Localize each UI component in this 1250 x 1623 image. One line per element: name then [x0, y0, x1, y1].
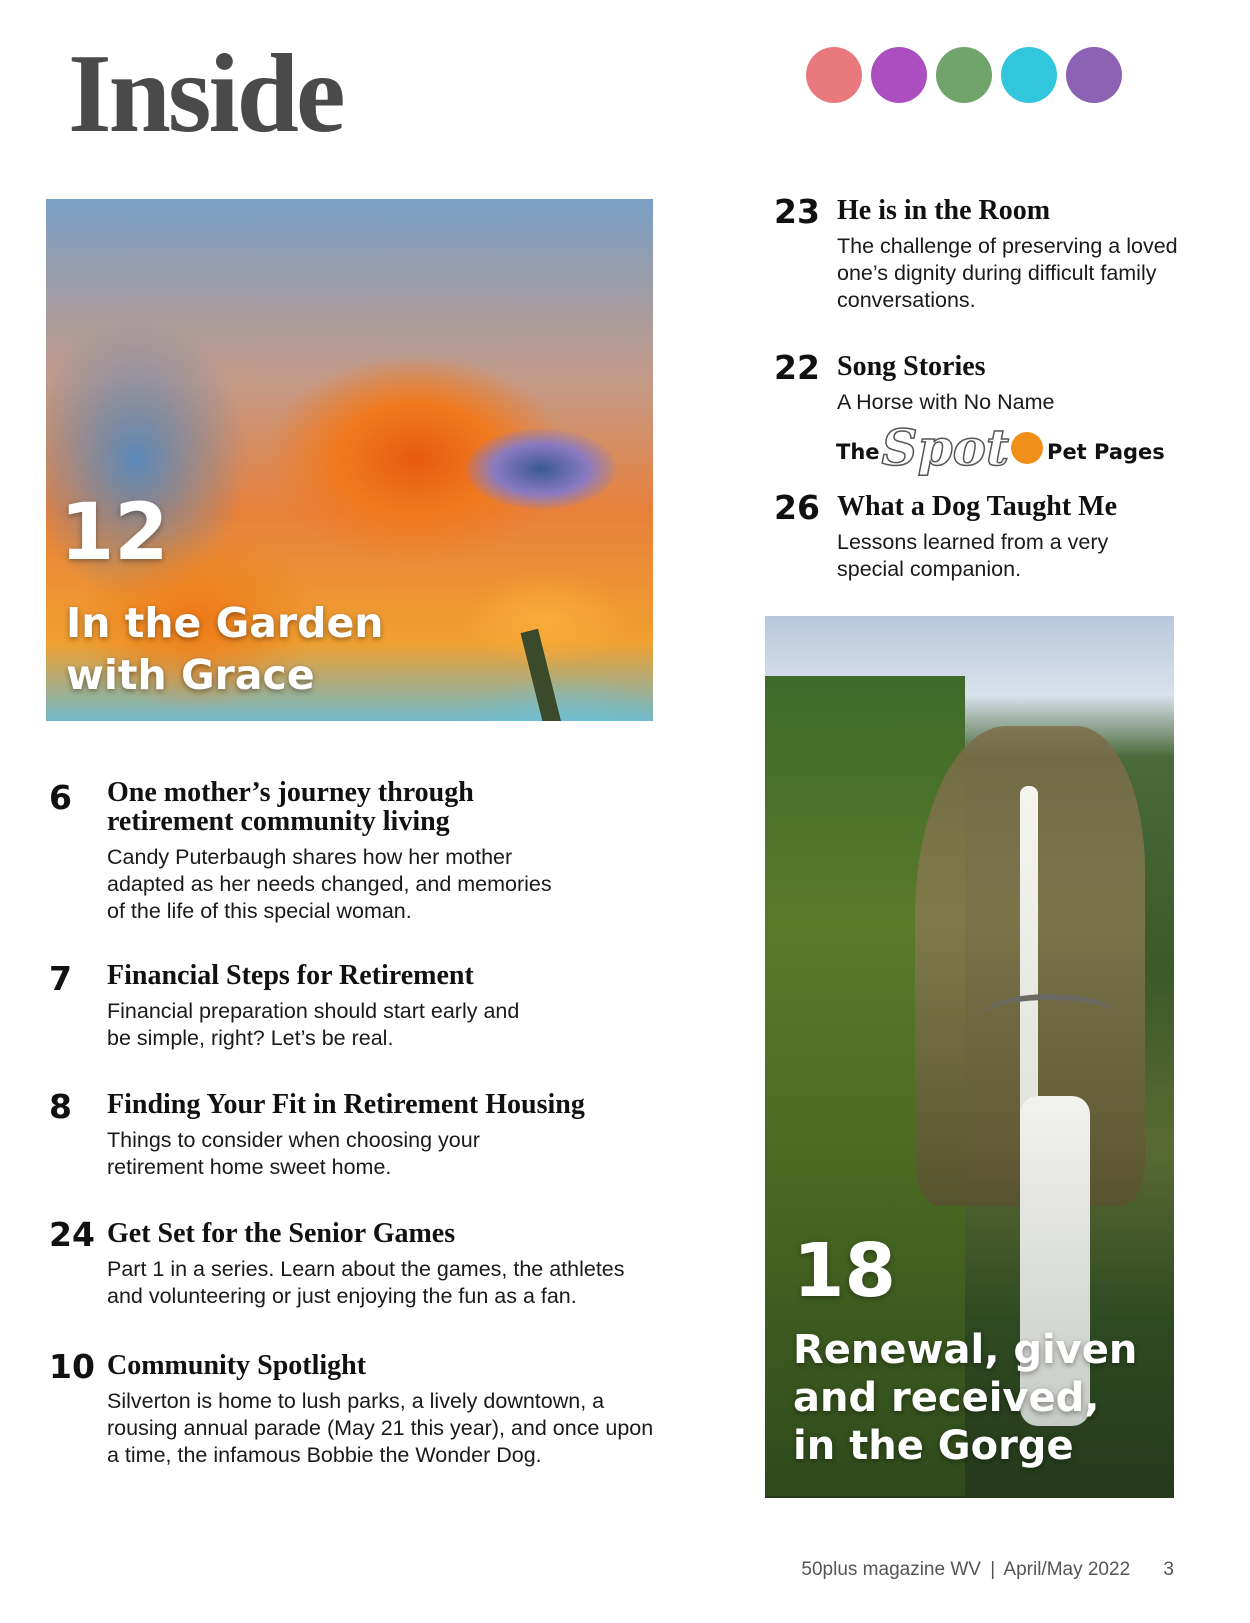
desc-line: one’s dignity during difficult family — [837, 261, 1157, 285]
spot-logo-suffix: Pet Pages — [1047, 440, 1165, 464]
toc-heading: Financial Steps for Retirement — [107, 960, 474, 991]
garden-feature-photo[interactable] — [46, 199, 653, 721]
footer-separator: | — [990, 1559, 996, 1580]
footer-issue: April/May 2022 — [1003, 1559, 1131, 1580]
toc-description — [107, 1388, 653, 1469]
desc-line: Part 1 in a series. Learn about the games, the athletes — [107, 1257, 625, 1281]
toc-heading: He is in the Room — [837, 195, 1051, 226]
dot-4 — [1001, 47, 1057, 103]
desc-line: Things to consider when choosing your — [107, 1128, 480, 1152]
garden-caption-line-1: In the Garden — [66, 599, 384, 647]
gorge-caption-line-3: in the Gorge — [793, 1423, 1074, 1469]
gorge-feature-caption — [793, 1326, 1137, 1470]
desc-line: Lessons learned from a very — [837, 530, 1109, 554]
desc-line: rousing annual parade (May 21 this year), and once upon — [107, 1416, 654, 1440]
desc-line: special companion. — [837, 557, 1022, 581]
footer-publication: 50plus magazine WV — [801, 1559, 981, 1580]
spot-logo-word: Spot — [881, 418, 1010, 477]
desc-line: The challenge of preserving a loved — [837, 234, 1178, 258]
toc-number: 24 — [49, 1215, 95, 1254]
toc-number: 23 — [774, 192, 820, 231]
gorge-feature-number: 18 — [793, 1228, 896, 1314]
dot-1 — [806, 47, 862, 103]
dot-5 — [1066, 47, 1122, 103]
desc-line: and volunteering or just enjoying the fun as a fan. — [107, 1284, 577, 1308]
toc-heading: What a Dog Taught Me — [837, 491, 1118, 522]
toc-heading — [107, 778, 474, 836]
toc-number: 7 — [49, 959, 72, 998]
gorge-caption-line-1: Renewal, given — [793, 1327, 1138, 1373]
desc-line: adapted as her needs changed, and memories — [107, 872, 552, 896]
heading-line: retirement community living — [107, 806, 450, 837]
toc-number: 26 — [774, 488, 820, 527]
dot-2 — [871, 47, 927, 103]
dot-3 — [936, 47, 992, 103]
toc-number: 10 — [49, 1347, 95, 1386]
toc-number: 6 — [49, 778, 72, 817]
toc-heading: Song Stories — [837, 351, 986, 382]
toc-description — [107, 844, 552, 925]
desc-line: a time, the infamous Bobbie the Wonder Dog. — [107, 1443, 542, 1467]
spot-logo-prefix: The — [836, 440, 880, 464]
desc-line: of the life of this special woman. — [107, 899, 412, 923]
spot-pet-pages-logo — [836, 418, 1165, 477]
garden-feature-caption — [66, 597, 383, 701]
flower-stem-shape — [521, 629, 570, 721]
garden-caption-line-2: with Grace — [66, 651, 315, 699]
toc-number: 8 — [49, 1087, 72, 1126]
desc-line: Financial preparation should start early and — [107, 999, 520, 1023]
paw-print-icon — [1011, 432, 1043, 464]
bridge-shape — [985, 994, 1115, 1034]
page-title: Inside — [68, 32, 343, 156]
toc-heading: Finding Your Fit in Retirement Housing — [107, 1089, 585, 1120]
desc-line: conversations. — [837, 288, 976, 312]
toc-description — [107, 1127, 480, 1181]
color-dots — [806, 47, 1122, 103]
toc-number: 22 — [774, 348, 820, 387]
garden-feature-number: 12 — [60, 488, 169, 578]
toc-description — [107, 1256, 625, 1310]
heading-line: One mother’s journey through — [107, 777, 474, 808]
toc-heading: Get Set for the Senior Games — [107, 1218, 456, 1249]
toc-heading: Community Spotlight — [107, 1350, 367, 1381]
gorge-feature-photo[interactable] — [765, 616, 1174, 1498]
toc-description — [107, 998, 519, 1052]
desc-line: retirement home sweet home. — [107, 1155, 392, 1179]
footer-page-number: 3 — [1163, 1559, 1174, 1580]
page-footer — [801, 1559, 1174, 1581]
desc-line: A Horse with No Name — [837, 390, 1055, 414]
flower-center-shape — [466, 429, 616, 509]
gorge-caption-line-2: and received, — [793, 1375, 1100, 1421]
desc-line: Candy Puterbaugh shares how her mother — [107, 845, 513, 869]
toc-description — [837, 233, 1178, 314]
desc-line: Silverton is home to lush parks, a lively downtown, a — [107, 1389, 605, 1413]
toc-description — [837, 529, 1108, 583]
desc-line: be simple, right? Let’s be real. — [107, 1026, 394, 1050]
toc-description — [837, 389, 1054, 416]
